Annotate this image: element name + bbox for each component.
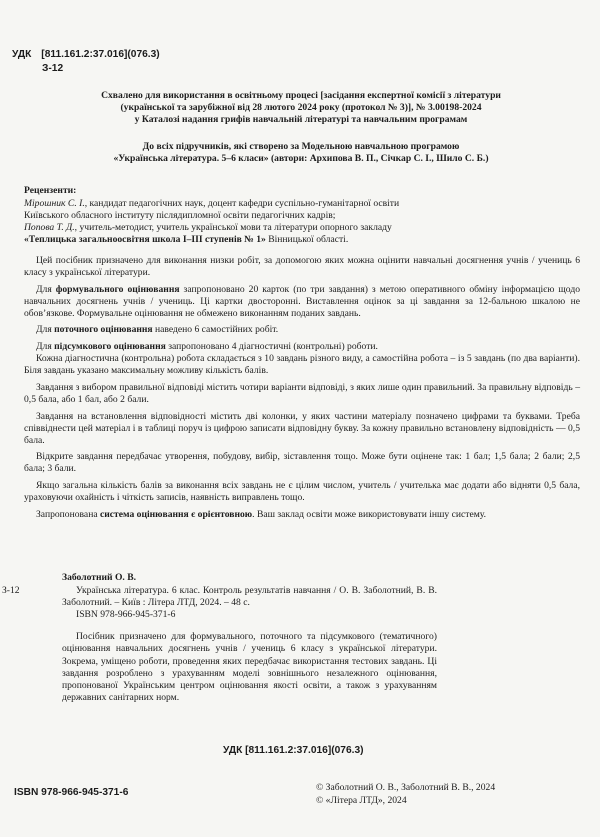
- classification-code: З-12: [42, 63, 64, 74]
- annotation: Посібник призначено для формувального, поточного та підсумкового (тематичного) оцінювання навчальних досягнень учнів / учениць 6 класу з української літератури. Зокрема, уміщено роботи, проведення яких передбачає використання тестових завдань. Ці завдання розроблено з урахуванням моделі зовнішнього незалежного оцінювання, пропонованої Українським центром оцінювання якості освіти, а також з урахуванням державних санітарних норм.: [62, 631, 437, 703]
- copyright-publisher: © «Літера ЛТД», 2024: [316, 795, 407, 806]
- structure-paragraph: Кожна діагностична (контрольна) робота складається з 10 завдань різного виду, а самостійна робота – із 5 завдань (по два варіанти). Біля завдань указано максимальну можливу кількість балів.: [24, 353, 580, 377]
- text-run: запропоновано 4 діагностичні (контрольні) роботи.: [165, 341, 378, 353]
- reviewer-1: [24, 198, 580, 210]
- matching-task-paragraph: Завдання на встановлення відповідності містить дві колонки, у яких частини матеріалу позначено цифрами та буквами. Треба співвіднести цей матеріал і в таблиці поруч із цифрою записати відповідну букву. За кожну правильно встановлену відповідність — 0,5 бала.: [24, 410, 580, 446]
- approval-line-1: Схвалено для використання в освітньому процесі [засідання експертної комісії з літератури: [101, 90, 501, 101]
- udk-footer: УДК [811.161.2:37.016](076.3): [223, 745, 364, 756]
- isbn-footer: ISBN 978-966-945-371-6: [14, 787, 129, 798]
- udk-code: [811.161.2:37.016](076.3): [41, 49, 160, 60]
- current-term: поточного оцінювання: [54, 324, 153, 336]
- text-run: . Ваш заклад освіти може використовувати іншу систему.: [252, 508, 487, 520]
- approval-line-3: у Каталозі надання грифів навчальній літературі та навчальним програмам: [134, 114, 468, 126]
- text-run: Для: [36, 341, 55, 353]
- program-line-1: До всіх підручників, які створено за Модельною навчальною програмою: [142, 141, 460, 152]
- text-run: Для: [36, 324, 55, 336]
- catalog-description: Українська література. 6 клас. Контроль результатів навчання / О. В. Заболотний, В. В. Заболотний. – Київ : Літера ЛТД, 2024. – 48 с.: [62, 585, 437, 609]
- formative-term: формувального оцінювання: [55, 283, 180, 295]
- author-heading: Заболотний О. В.: [62, 572, 137, 583]
- text-run: наведено 6 самостійних робіт.: [152, 324, 279, 336]
- reviewer-1-name: Мірошник С. І.: [24, 198, 85, 210]
- reviewer-2: [24, 222, 580, 234]
- text-run: запропоновано 20 карток (по три завдання) з метою оперативного обміну інформацією щодо навчальних досягнень учнів / учениць. Ці картки двосторонні. Виставлення оцінок за ці завдання за 12-бальною шкалою не обов’язкове. Формувальне оцінювання не обмежено виконанням поданих завдань.: [24, 283, 580, 319]
- program-line-2: «Українська література. 5–6 класи» (автори: Архипова В. П., Січкар С. І., Шило С. Б.): [113, 153, 489, 165]
- open-task-paragraph: Відкрите завдання передбачає утворення, побудову, вибір, зіставлення тощо. Може бути оцінене так: 1 бал; 1,5 бала; 2 бали; 2,5 бала; 3 бали.: [24, 451, 580, 475]
- reviewer-2-title: , учитель-методист, учитель української мови та літератури опорного закладу: [74, 222, 392, 234]
- reviewers-heading: Рецензенти:: [24, 185, 77, 196]
- rounding-paragraph: Якщо загальна кількість балів за виконання всіх завдань не є цілим числом, учитель / учителька має додати або відняти 0,5 бала, ураховуючи охайність і чіткість записів, наявність виправлень тощо.: [24, 480, 580, 504]
- reviewer-2-name: Попова Т. Д.: [24, 222, 75, 234]
- intro-paragraph: Цей посібник призначено для виконання низки робіт, за допомогою яких можна оцінити навчальні досягнення учнів / учениць 6 класу з української літератури.: [24, 255, 580, 279]
- copyright-block: [316, 781, 586, 807]
- system-paragraph: [24, 509, 580, 521]
- approval-notice: [24, 90, 578, 126]
- reviewer-2-institution: [24, 234, 580, 246]
- formative-paragraph: [24, 284, 580, 320]
- system-term: система оцінювання є орієнтовною: [99, 508, 253, 520]
- final-term: підсумкового оцінювання: [54, 341, 166, 353]
- reviewer-1-institution: Київського обласного інституту післядипломної освіти педагогічних кадрів;: [24, 210, 336, 222]
- reviewer-2-school: «Теплицька загальноосвітня школа І–ІІІ ступенів № 1»: [24, 234, 266, 246]
- catalog-isbn: ISBN 978-966-945-371-6: [76, 609, 176, 621]
- reviewer-2-region: Вінницької області.: [265, 234, 349, 246]
- current-paragraph: [24, 324, 580, 336]
- reviewer-1-title: , кандидат педагогічних наук, доцент кафедри суспільно-гуманітарної освіти: [84, 198, 400, 210]
- approval-line-2: (української та зарубіжної від 28 лютого 2024 року (протокол № 3)], № 3.00198-2024: [120, 102, 482, 114]
- reviewers-block: [24, 185, 580, 246]
- text-run: Запропонована: [36, 508, 100, 520]
- bibliographic-record: [2, 572, 580, 704]
- udk-header: [12, 48, 160, 62]
- copyright-authors: © Заболотний О. В., Заболотний В. В., 2024: [316, 782, 496, 793]
- assessment-description: [24, 255, 580, 525]
- choice-task-paragraph: Завдання з вибором правильної відповіді містить чотири варіанти відповіді, з яких лише один правильний. За правильну відповідь – 0,5 бала, або 1 бал, або 2 бали.: [24, 381, 580, 405]
- catalog-classification: З-12: [2, 585, 20, 597]
- program-note: [24, 141, 578, 165]
- udk-label: УДК: [12, 49, 32, 60]
- text-run: Для: [36, 283, 56, 295]
- catalog-entry: [2, 585, 580, 621]
- final-paragraph: [24, 341, 580, 353]
